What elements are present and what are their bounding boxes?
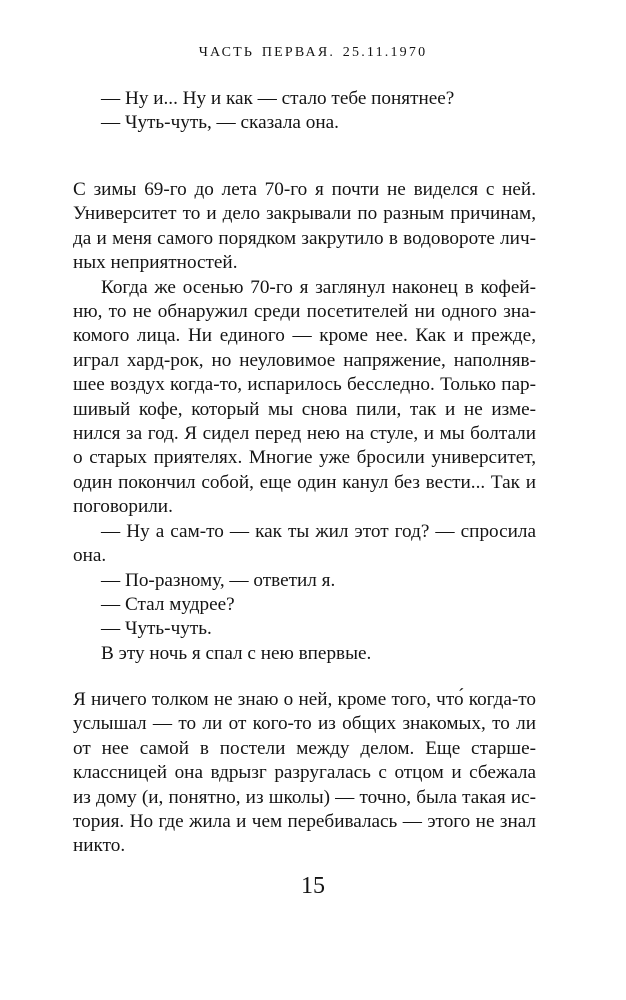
paragraph: Я ничего толком не знаю о ней, кроме того, что́ когда-то услышал — то ли от кого-то из общих знакомых, то ли от нее самой в постели между делом. Еще старшеклассницей она вдрызг разругалась с отцом и сбежала из дому (и, понятно, из школы) — точно, была такая история. Но где жила и чем перебивалась — этого не знал никто. (73, 689, 536, 857)
paragraph: — Чуть-чуть, — сказала она. (101, 112, 339, 134)
paragraph: — По-разному, — ответил я. (101, 569, 336, 591)
narrative-section (73, 688, 536, 859)
narrative-section (73, 178, 536, 666)
running-head: ЧАСТЬ ПЕРВАЯ. 25.11.1970 (198, 45, 428, 60)
dialogue-section (73, 87, 536, 136)
paragraph: — Стал мудрее? (101, 593, 235, 615)
paragraph: С зимы 69-го до лета 70-го я почти не виделся с ней. Университет то и дело закрывали по разным причинам, да и меня самого порядком закрутило в водовороте личных неприятностей. (73, 179, 536, 274)
paragraph: — Ну а сам-то — как ты жил этот год? — спросила она. (73, 520, 536, 567)
paragraph: — Чуть-чуть. (101, 618, 212, 640)
page-number: 15 (301, 873, 325, 899)
paragraph: — Ну и... Ну и как — стало тебе понятнее? (101, 88, 455, 109)
paragraph: Когда же осенью 70-го я заглянул наконец в кофейню, то не обнаружил среди посетителей ни одного знакомого лица. Ни единого — кроме нее. Как и прежде, играл хард-рок, но неуловимое напряжение, наполнявшее воздух когда-то, испарилось бесследно. Только паршивый кофе, который мы снова пили, так и не изменился за год. Я сидел перед нею на стуле, и мы болтали о старых приятелях. Многие уже бросили университет, один покончил собой, еще один канул без вести... Так и поговорили. (73, 276, 536, 518)
paragraph: В эту ночь я спал с нею впервые. (101, 642, 372, 664)
